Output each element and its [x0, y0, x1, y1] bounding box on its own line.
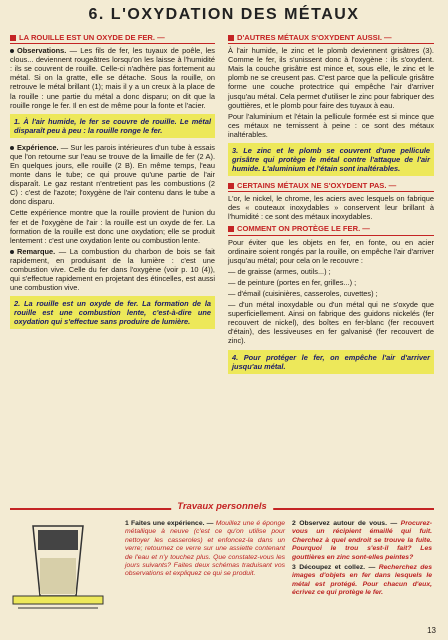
- travaux-column-a: 1 Faites une expérience. — Mouillez une é éponge métallique à neuve (c'est ce qu'on utilise pour nettoyer les casseroles) et enfoncez-la dans un verre; retournez ce verre sur une assiette contenant de l'eau et n'y touchez plus. Que constatez-vous les jours suivants? Faites deux schémas traduisant vos observations et expliquez ce qui se produit.: [125, 520, 285, 578]
- summary-box-3: 3. Le zinc et le plomb se couvrent d'une pellicule grisâtre qui protège le métal contre l'attaque de l'air humide. L'aluminium et l'étain sont inaltérables.: [228, 143, 434, 176]
- left-column: [10, 30, 215, 334]
- right-column: [228, 30, 434, 379]
- section-heading-protection: COMMENT ON PROTÈGE LE FER. —: [228, 224, 434, 235]
- list-item: — d'un métal inoxydable ou d'un métal qui ne s'oxyde que superficiellement. Ainsi on fabrique des guidons nickelés (fer recouvert de nickel), des boîtes en fer-blanc (fer recouvert d'étain), des lessiveuses en fer galvanisé (fer recouvert de zinc).: [228, 300, 434, 346]
- glass-on-plate-illustration: [8, 518, 108, 628]
- aluminium-paragraph: Pour l'aluminium et l'étain la pellicule formée est si mince que ces métaux ne ternissent à peine : ce sont des métaux inaltérables.: [228, 111, 434, 139]
- experience-paragraph: Expérience. — Sur les parois intérieures d'un tube à essais que l'on retourne sur l'eau se trouve de la limaille de fer (2 A). En quelques jours, elle rouille (2 B). En même temps, l'eau monte dans le tube; ce qui prouve qu'une partie de l'air disparaît. Le gaz restant n'entretient pas les combustions (2 C) : c'est de l'azote; l'oxygène de l'air contenu dans le tube a donc disparu.: [10, 142, 215, 207]
- section-heading-rouille: LA ROUILLE EST UN OXYDE DE FER. —: [10, 33, 215, 44]
- experience-paragraph-2: Cette expérience montre que la rouille provient de l'union du fer et de l'oxygène de l'air : la rouille est un oxyde de fer. La formation de la rouille est donc une oxydation; elle se produit lentement : c'est une oxydation lente ou combustion lente.: [10, 208, 215, 245]
- travaux-column-b: [292, 520, 432, 600]
- autres-metaux-paragraph: À l'air humide, le zinc et le plomb deviennent grisâtres (3). Comme le fer, ils s'unissent donc à l'oxygène : ils s'oxydent. Mais la couche grisâtre est mince et, sous elle, le zinc et le plomb ne se creusent pas. C'est parce que la pellicule grisâtre forme une couche protectrice qui empêche l'air d'arriver jusqu'au métal. Cela permet d'utiliser le zinc pour fabriquer des gouttières, et le plomb pour faire des tuyaux à eau.: [228, 46, 434, 110]
- summary-box-2: 2. La rouille est un oxyde de fer. La formation de la rouille est une combustion lente, c'est-à-dire une oxydation qui s'effectue sans produire de lumière.: [10, 296, 215, 329]
- summary-box-1: 1. À l'air humide, le fer se couvre de rouille. Le métal disparaît peu à peu : la rouille ronge le fer.: [10, 114, 215, 138]
- travaux-item-2: 2 Observez autour de vous. — Procurez-vous un récipient émaillé qui fuit. Cherchez à quel endroit se trouve la fuite. Pourquoi le trou s'est-il fait? Les gouttières en zinc sont-elles peintes?: [292, 520, 433, 561]
- bullet-icon: [10, 49, 14, 53]
- inoxydables-paragraph: L'or, le nickel, le chrome, les aciers avec lesquels on fabrique des « couteaux inoxydables » conservent leur brillant à l'humidité : ce sont des métaux inoxydables.: [228, 194, 434, 222]
- bullet-icon: [10, 250, 14, 254]
- list-item: — d'émail (cuisinières, casseroles, cuvettes) ;: [228, 288, 378, 298]
- list-item: — de graisse (armes, outils...) ;: [228, 266, 331, 276]
- red-square-icon: [228, 35, 234, 41]
- travaux-item-3: 3 Découpez et collez. — Recherchez des images d'objets en fer dans lesquels le métal est protégé. Pour chacun d'eux, écrivez ce qui protège le fer.: [292, 564, 432, 597]
- red-square-icon: [10, 35, 16, 41]
- protection-paragraph: Pour éviter que les objets en fer, en fonte, ou en acier ordinaire soient rongés par la rouille, on empêche l'air d'arriver jusqu'au métal; pour cela on le recouvre :: [228, 237, 434, 265]
- bullet-icon: [10, 146, 14, 150]
- section-heading-inoxydables: CERTAINS MÉTAUX NE S'OXYDENT PAS. —: [228, 181, 434, 192]
- page-number: 13: [427, 626, 436, 635]
- red-square-icon: [228, 183, 234, 189]
- page-title: 6. L'OXYDATION DES MÉTAUX: [88, 6, 360, 23]
- list-item: — de peinture (portes en fer, grilles...) ;: [228, 277, 357, 287]
- travaux-title: Travaux personnels: [171, 501, 273, 512]
- observations-paragraph: Observations. — Les fils de fer, les tuyaux de poêle, les clous... deviennent rougeâtres lorsqu'on les laisse à l'humidité : ils se couvrent de rouille. Celle-ci n'adhère pas fortement au métal. Si on la gratte, elle se détache. Sous la rouille, on retrouve le métal brillant (1); mais il y a un creux à la place de la rouille : une partie du métal a donc disparu; on dit que la rouille ronge le fer. Il en est de même pour la fonte et l'acier.: [10, 46, 215, 110]
- remarque-paragraph: Remarque. — La combustion du charbon de bois se fait rapidement, en produisant de la lumière : c'est une combustion vive. Celle du fer dans l'oxygène (voir p. 10 (4)), qui s'effectue rapidement en projetant des étincelles, est aussi une combustion vive.: [10, 246, 215, 293]
- red-square-icon: [228, 226, 234, 232]
- section-heading-autres-metaux: D'AUTRES MÉTAUX S'OXYDENT AUSSI. —: [228, 33, 434, 44]
- summary-box-4: 4. Pour protéger le fer, on empêche l'air d'arriver jusqu'au métal.: [228, 350, 434, 374]
